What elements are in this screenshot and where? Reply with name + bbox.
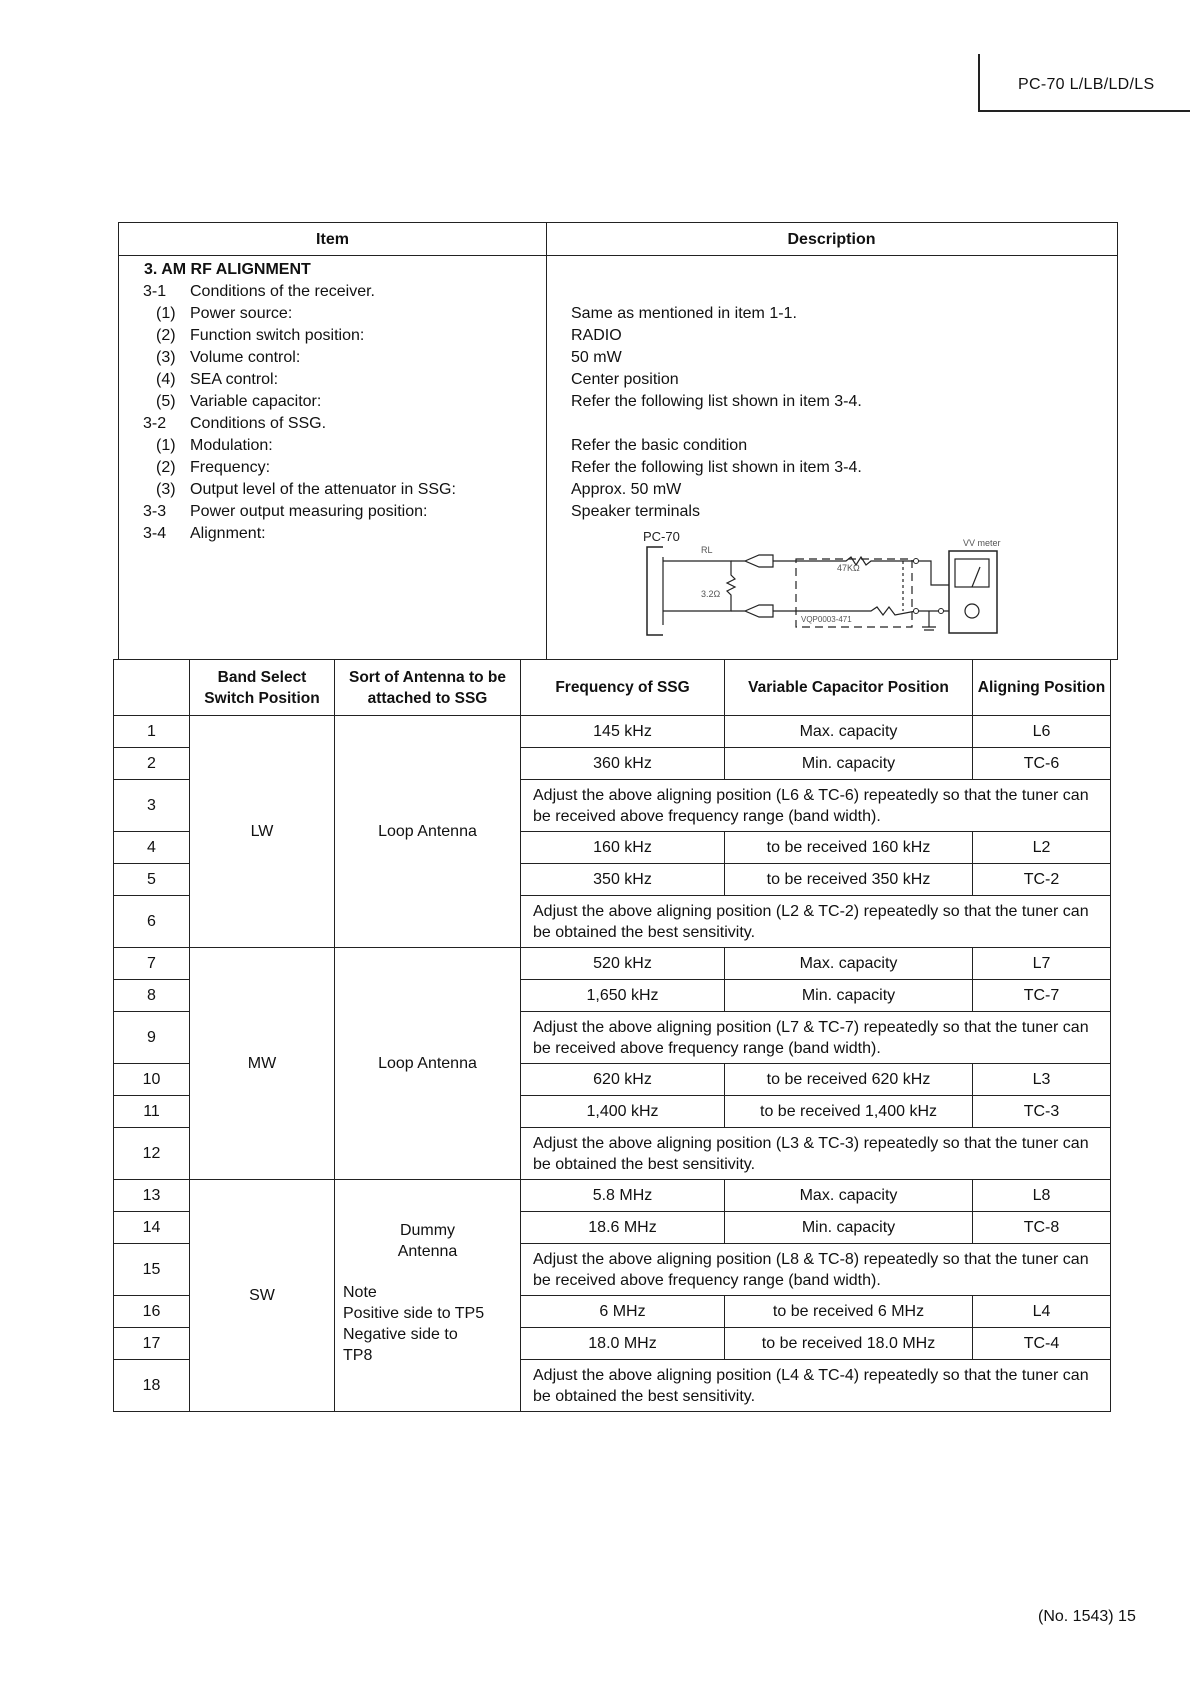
terminal-node (914, 559, 919, 564)
adjustment-note: Adjust the above aligning position (L6 & TC-6) repeatedly so that the tuner can be received above frequency range (band width). (521, 780, 1111, 832)
vv-meter-dial (955, 559, 989, 587)
load-resistor (663, 561, 735, 611)
section-title: 3. AM RF ALIGNMENT (144, 261, 311, 278)
item-label: Output level of the attenuator in SSG: (190, 481, 456, 498)
item-label: Volume control: (190, 349, 301, 366)
adjustment-note: Adjust the above aligning position (L8 & TC-8) repeatedly so that the tuner can be received above frequency range (band width). (521, 1244, 1111, 1296)
frequency-cell: 160 kHz (521, 832, 725, 864)
aligning-position-cell: L6 (973, 716, 1111, 748)
antenna-cell: Loop Antenna (335, 716, 521, 948)
item-description: Speaker terminals (571, 503, 700, 520)
aligning-position-cell: TC-4 (973, 1328, 1111, 1360)
item-description: Same as mentioned in item 1-1. (571, 305, 797, 322)
description-column-header: Description (787, 231, 876, 248)
header-divider (119, 255, 1117, 256)
step-number: 15 (114, 1244, 190, 1296)
aligning-position-cell: L2 (973, 832, 1111, 864)
clip-top (745, 555, 773, 567)
variable-capacitor-cell: to be received 350 kHz (725, 864, 973, 896)
variable-capacitor-cell: to be received 620 kHz (725, 1064, 973, 1096)
item-number: 3-3 (143, 503, 167, 520)
step-number: 8 (114, 980, 190, 1012)
variable-capacitor-cell: Min. capacity (725, 980, 973, 1012)
band-cell: MW (190, 948, 335, 1180)
table-row (114, 948, 1111, 980)
step-number: 18 (114, 1360, 190, 1412)
step-number-header (114, 660, 190, 716)
clip-bottom (745, 605, 773, 617)
vv-meter-knob (965, 604, 979, 618)
item-description: Refer the following list shown in item 3-4. (571, 459, 862, 476)
item-description: Center position (571, 371, 679, 388)
adjustment-note: Adjust the above aligning position (L2 & TC-2) repeatedly so that the tuner can be obtained the best sensitivity. (521, 896, 1111, 948)
adjustment-note: Adjust the above aligning position (L4 & TC-4) repeatedly so that the tuner can be obtained the best sensitivity. (521, 1360, 1111, 1412)
item-description: RADIO (571, 327, 622, 344)
item-number: 3-2 (143, 415, 167, 432)
step-number: 3 (114, 780, 190, 832)
antenna-note-line: Note (343, 1284, 377, 1301)
aligning-position-cell: L4 (973, 1296, 1111, 1328)
step-number: 6 (114, 896, 190, 948)
band-header: Band Select Switch Position (190, 660, 335, 716)
item-label: Power output measuring position: (190, 503, 428, 520)
item-description: Approx. 50 mW (571, 481, 682, 498)
frequency-cell: 1,400 kHz (521, 1096, 725, 1128)
antenna-note-line: TP8 (343, 1347, 373, 1364)
model-label: PC-70 L/LB/LD/LS (1018, 76, 1155, 93)
model-header (978, 54, 1190, 112)
step-number: 14 (114, 1212, 190, 1244)
band-cell: SW (190, 1180, 335, 1412)
diagram-rl-label: RL (701, 545, 713, 555)
antenna-label: Dummy Antenna (397, 1222, 458, 1260)
item-label: Frequency: (190, 459, 271, 476)
item-number: (2) (156, 459, 176, 476)
frequency-cell: 620 kHz (521, 1064, 725, 1096)
diagram-meter-label: VV meter (963, 538, 1001, 548)
variable-capacitor-header: Variable Capacitor Position (725, 660, 973, 716)
item-description: 50 mW (571, 349, 622, 366)
item-label: Variable capacitor: (190, 393, 322, 410)
item-label: Conditions of SSG. (190, 415, 327, 432)
diagram-resistor-label: 47KΩ (837, 563, 860, 573)
diagram-impedance-label: 3.2Ω (701, 589, 721, 599)
aligning-position-header: Aligning Position (973, 660, 1111, 716)
antenna-cell (335, 1180, 521, 1412)
item-label: Modulation: (190, 437, 273, 454)
frequency-cell: 18.0 MHz (521, 1328, 725, 1360)
vv-meter-body (949, 551, 997, 633)
antenna-note-line: Negative side to (343, 1326, 458, 1343)
item-label: Conditions of the receiver. (190, 283, 375, 300)
step-number: 10 (114, 1064, 190, 1096)
variable-capacitor-cell: Max. capacity (725, 948, 973, 980)
measurement-circuit-diagram (641, 529, 1041, 639)
frequency-cell: 520 kHz (521, 948, 725, 980)
variable-capacitor-cell: Min. capacity (725, 748, 973, 780)
item-number: (4) (156, 371, 176, 388)
variable-capacitor-cell: Min. capacity (725, 1212, 973, 1244)
frequency-cell: 6 MHz (521, 1296, 725, 1328)
terminal-node (939, 609, 944, 614)
variable-capacitor-cell: Max. capacity (725, 716, 973, 748)
item-number: (1) (156, 305, 176, 322)
frequency-cell: 18.6 MHz (521, 1212, 725, 1244)
frequency-header: Frequency of SSG (521, 660, 725, 716)
item-label: Function switch position: (190, 327, 365, 344)
table-row (114, 1180, 1111, 1212)
aligning-position-cell: TC-6 (973, 748, 1111, 780)
series-coil (773, 607, 916, 615)
item-number: 3-1 (143, 283, 167, 300)
antenna-cell: Loop Antenna (335, 948, 521, 1180)
conditions-section (118, 222, 1118, 660)
step-number: 16 (114, 1296, 190, 1328)
item-description: Refer the following list shown in item 3-4. (571, 393, 862, 410)
step-number: 5 (114, 864, 190, 896)
aligning-position-cell: TC-2 (973, 864, 1111, 896)
item-number: (3) (156, 349, 176, 366)
variable-capacitor-cell: to be received 18.0 MHz (725, 1328, 973, 1360)
frequency-cell: 145 kHz (521, 716, 725, 748)
aligning-position-cell: TC-8 (973, 1212, 1111, 1244)
variable-capacitor-cell: Max. capacity (725, 1180, 973, 1212)
item-number: 3-4 (143, 525, 167, 542)
aligning-position-cell: L7 (973, 948, 1111, 980)
device-outline (647, 547, 663, 635)
variable-capacitor-cell: to be received 160 kHz (725, 832, 973, 864)
frequency-cell: 350 kHz (521, 864, 725, 896)
step-number: 4 (114, 832, 190, 864)
diagram-device-label: PC-70 (643, 529, 680, 544)
item-description: Refer the basic condition (571, 437, 748, 454)
step-number: 11 (114, 1096, 190, 1128)
item-label: SEA control: (190, 371, 279, 388)
item-column-header: Item (316, 231, 349, 248)
antenna-header: Sort of Antenna to be attached to SSG (335, 660, 521, 716)
page-number: (No. 1543) 15 (1038, 1608, 1136, 1625)
variable-capacitor-cell: to be received 6 MHz (725, 1296, 973, 1328)
aligning-position-cell: TC-7 (973, 980, 1111, 1012)
step-number: 7 (114, 948, 190, 980)
item-number: (3) (156, 481, 176, 498)
frequency-cell: 1,650 kHz (521, 980, 725, 1012)
antenna-note (339, 1282, 516, 1366)
item-number: (1) (156, 437, 176, 454)
vv-meter-needle (972, 567, 980, 587)
variable-capacitor-cell: to be received 1,400 kHz (725, 1096, 973, 1128)
terminal-node (914, 609, 919, 614)
adjustment-note: Adjust the above aligning position (L7 & TC-7) repeatedly so that the tuner can be received above frequency range (band width). (521, 1012, 1111, 1064)
band-cell: LW (190, 716, 335, 948)
step-number: 1 (114, 716, 190, 748)
adjustment-note: Adjust the above aligning position (L3 & TC-3) repeatedly so that the tuner can be obtained the best sensitivity. (521, 1128, 1111, 1180)
step-number: 2 (114, 748, 190, 780)
step-number: 13 (114, 1180, 190, 1212)
aligning-position-cell: L8 (973, 1180, 1111, 1212)
item-label: Alignment: (190, 525, 266, 542)
column-divider (546, 223, 547, 659)
meter-wire (916, 561, 949, 611)
item-label: Power source: (190, 305, 293, 322)
step-number: 17 (114, 1328, 190, 1360)
frequency-cell: 360 kHz (521, 748, 725, 780)
antenna-note-line: Positive side to TP5 (343, 1305, 485, 1322)
diagram-part-label: VQP0003-471 (801, 615, 852, 624)
step-number: 9 (114, 1012, 190, 1064)
item-number: (2) (156, 327, 176, 344)
ground-symbol (922, 611, 936, 630)
table-row (114, 716, 1111, 748)
alignment-table (113, 659, 1111, 1412)
frequency-cell: 5.8 MHz (521, 1180, 725, 1212)
aligning-position-cell: TC-3 (973, 1096, 1111, 1128)
item-number: (5) (156, 393, 176, 410)
aligning-position-cell: L3 (973, 1064, 1111, 1096)
step-number: 12 (114, 1128, 190, 1180)
